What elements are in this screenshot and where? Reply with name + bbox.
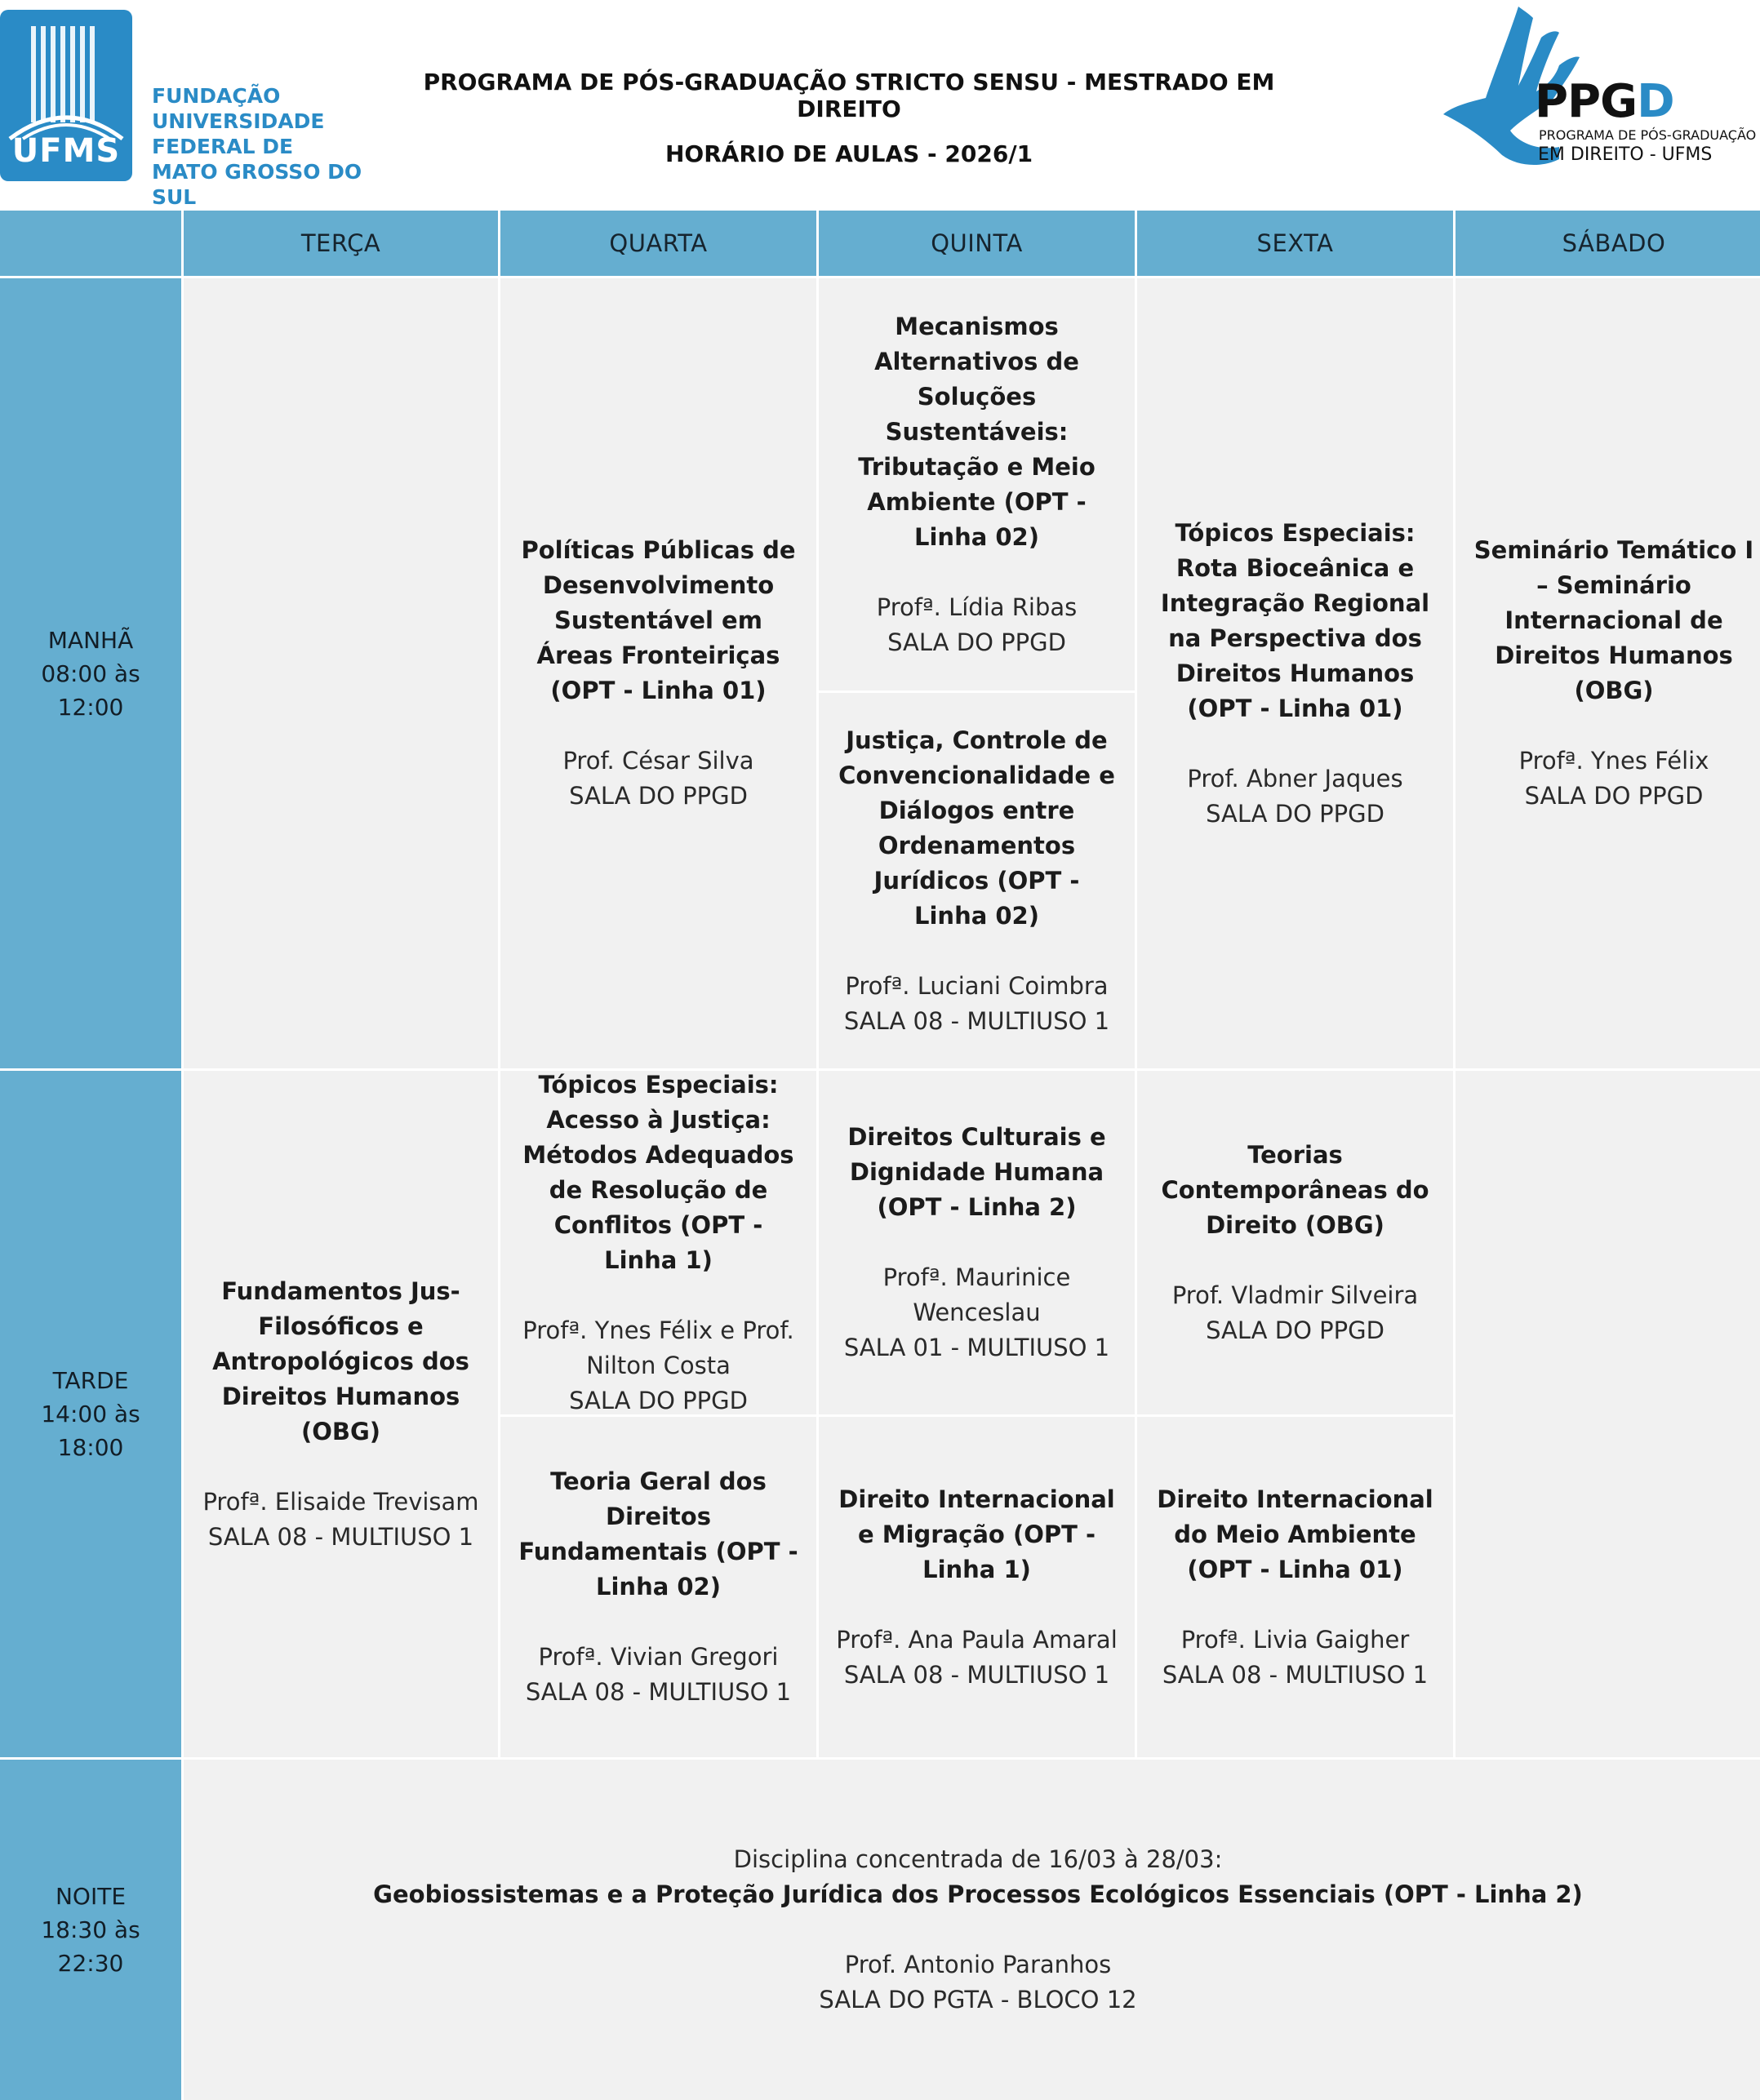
course-title: Tópicos Especiais: Acesso à Justiça: Métodos Adequados de Resolução de Conflitos (OPT - Linha 1) xyxy=(522,1070,794,1274)
corner-header xyxy=(0,211,181,276)
professor: Profª. Livia Gaigher xyxy=(1180,1625,1410,1654)
slot-tarde-sexta-1 xyxy=(1137,1071,1453,1414)
course-title: Direitos Culturais e Dignidade Humana (OPT - Linha 2) xyxy=(847,1123,1106,1221)
slot-manha-sabado xyxy=(1456,278,1760,1068)
professor: Profª. Maurinice Wenceslau xyxy=(882,1263,1071,1326)
course-title: Políticas Públicas de Desenvolvimento Sustentável em Áreas Fronteiriças (OPT - Linha 01) xyxy=(521,536,796,704)
ppgd-wordmark: PPGD xyxy=(1535,75,1674,128)
slot-tarde-terca xyxy=(184,1071,498,1757)
ufms-emblem xyxy=(0,10,132,181)
professor: Profª. Ynes Félix e Prof. Nilton Costa xyxy=(522,1316,794,1379)
ufms-acronym: UFMS xyxy=(11,132,121,170)
schedule-note: Disciplina concentrada de 16/03 à 28/03: xyxy=(733,1845,1223,1873)
room: SALA DO PPGD xyxy=(569,782,748,810)
room: SALA DO PPGD xyxy=(1206,799,1384,828)
room: SALA DO PPGD xyxy=(1206,1316,1384,1344)
day-header-sabado: SÁBADO xyxy=(1456,211,1760,276)
day-header-terca: TERÇA xyxy=(184,211,498,276)
foundation-name: FUNDAÇÃO UNIVERSIDADE FEDERAL DE MATO GROSSO DO SUL xyxy=(152,84,362,209)
day-header-quarta: QUARTA xyxy=(500,211,816,276)
ppgd-tagline-2: EM DIREITO - UFMS xyxy=(1538,144,1713,165)
slot-manha-sexta xyxy=(1137,278,1453,1068)
slot-tarde-sabado xyxy=(1456,1071,1760,1757)
ppgd-logo xyxy=(1437,0,1760,180)
professor: Profª. Lídia Ribas xyxy=(876,593,1078,621)
period-manha: MANHÃ 08:00 às 12:00 xyxy=(0,278,181,1068)
slot-tarde-quarta-2 xyxy=(500,1417,816,1757)
room: SALA 08 - MULTIUSO 1 xyxy=(207,1522,474,1551)
period-noite: NOITE 18:30 às 22:30 xyxy=(0,1760,181,2100)
course-title: Geobiossistemas e a Proteção Jurídica dos Processos Ecológicos Essenciais (OPT - Linha 2) xyxy=(373,1880,1583,1908)
slot-tarde-quinta-2 xyxy=(819,1417,1135,1757)
ppgd-tagline-1: PROGRAMA DE PÓS-GRADUAÇÃO xyxy=(1539,127,1757,143)
slot-tarde-sexta-2 xyxy=(1137,1417,1453,1757)
room: SALA 01 - MULTIUSO 1 xyxy=(843,1334,1110,1361)
slot-tarde-quarta-1 xyxy=(500,1071,816,1414)
course-title: Teoria Geral dos Direitos Fundamentais (OPT - Linha 02) xyxy=(518,1467,798,1601)
slot-manha-terca xyxy=(184,278,498,1068)
room: SALA DO PGTA - BLOCO 12 xyxy=(819,1986,1137,2013)
room: SALA DO PPGD xyxy=(569,1386,748,1414)
course-title: Seminário Temático I – Seminário Internacional de Direitos Humanos (OBG) xyxy=(1473,536,1754,704)
page-title: PROGRAMA DE PÓS-GRADUAÇÃO STRICTO SENSU - MESTRADO EM DIREITO xyxy=(423,69,1275,122)
day-header-quinta: QUINTA xyxy=(819,211,1135,276)
room: SALA DO PPGD xyxy=(887,628,1066,656)
professor: Profª. Ynes Félix xyxy=(1518,747,1709,775)
professor: Prof. Abner Jaques xyxy=(1187,764,1403,792)
professor: Profª. Ana Paula Amaral xyxy=(836,1625,1118,1654)
course-title: Fundamentos Jus-Filosóficos e Antropológicos dos Direitos Humanos (OBG) xyxy=(212,1276,469,1445)
room: SALA 08 - MULTIUSO 1 xyxy=(1162,1660,1429,1689)
page-subtitle: HORÁRIO DE AULAS - 2026/1 xyxy=(664,140,1033,167)
professor: Profª. Elisaide Trevisam xyxy=(202,1487,479,1516)
period-tarde: TARDE 14:00 às 18:00 xyxy=(0,1071,181,1757)
schedule-table xyxy=(0,211,1760,2089)
course-title: Teorias Contemporâneas do Direito (OBG) xyxy=(1161,1140,1429,1239)
room: SALA 08 - MULTIUSO 1 xyxy=(843,1006,1110,1035)
course-title: Tópicos Especiais: Rota Bioceânica e Integração Regional na Perspectiva dos Direitos Humanos (OPT - Linha 01) xyxy=(1160,518,1430,722)
course-title: Mecanismos Alternativos de Soluções Sustentáveis: Tributação e Meio Ambiente (OPT - Linha 02) xyxy=(858,312,1096,551)
room: SALA 08 - MULTIUSO 1 xyxy=(525,1678,792,1706)
slot-tarde-quinta-1 xyxy=(819,1071,1135,1414)
course-title: Direito Internacional do Meio Ambiente (OPT - Linha 01) xyxy=(1157,1485,1433,1583)
professor: Prof. Antonio Paranhos xyxy=(844,1951,1112,1978)
course-title: Justiça, Controle de Convencionalidade e Diálogos entre Ordenamentos Jurídicos (OPT - Linha 02) xyxy=(838,726,1115,930)
slot-manha-quarta xyxy=(500,278,816,1068)
slot-manha-quinta-1 xyxy=(819,278,1135,690)
professor: Prof. César Silva xyxy=(562,747,754,775)
ufms-logo xyxy=(0,10,384,209)
slot-manha-quinta-2 xyxy=(819,693,1135,1068)
day-header-sexta: SEXTA xyxy=(1137,211,1453,276)
professor: Profª. Vivian Gregori xyxy=(538,1643,779,1671)
professor: Profª. Luciani Coimbra xyxy=(845,971,1109,1000)
room: SALA DO PPGD xyxy=(1524,782,1704,810)
course-title: Direito Internacional e Migração (OPT - Linha 1) xyxy=(838,1485,1115,1583)
professor: Prof. Vladmir Silveira xyxy=(1171,1281,1419,1309)
slot-noite-concentrada xyxy=(184,1760,1760,2100)
room: SALA 08 - MULTIUSO 1 xyxy=(843,1660,1110,1689)
